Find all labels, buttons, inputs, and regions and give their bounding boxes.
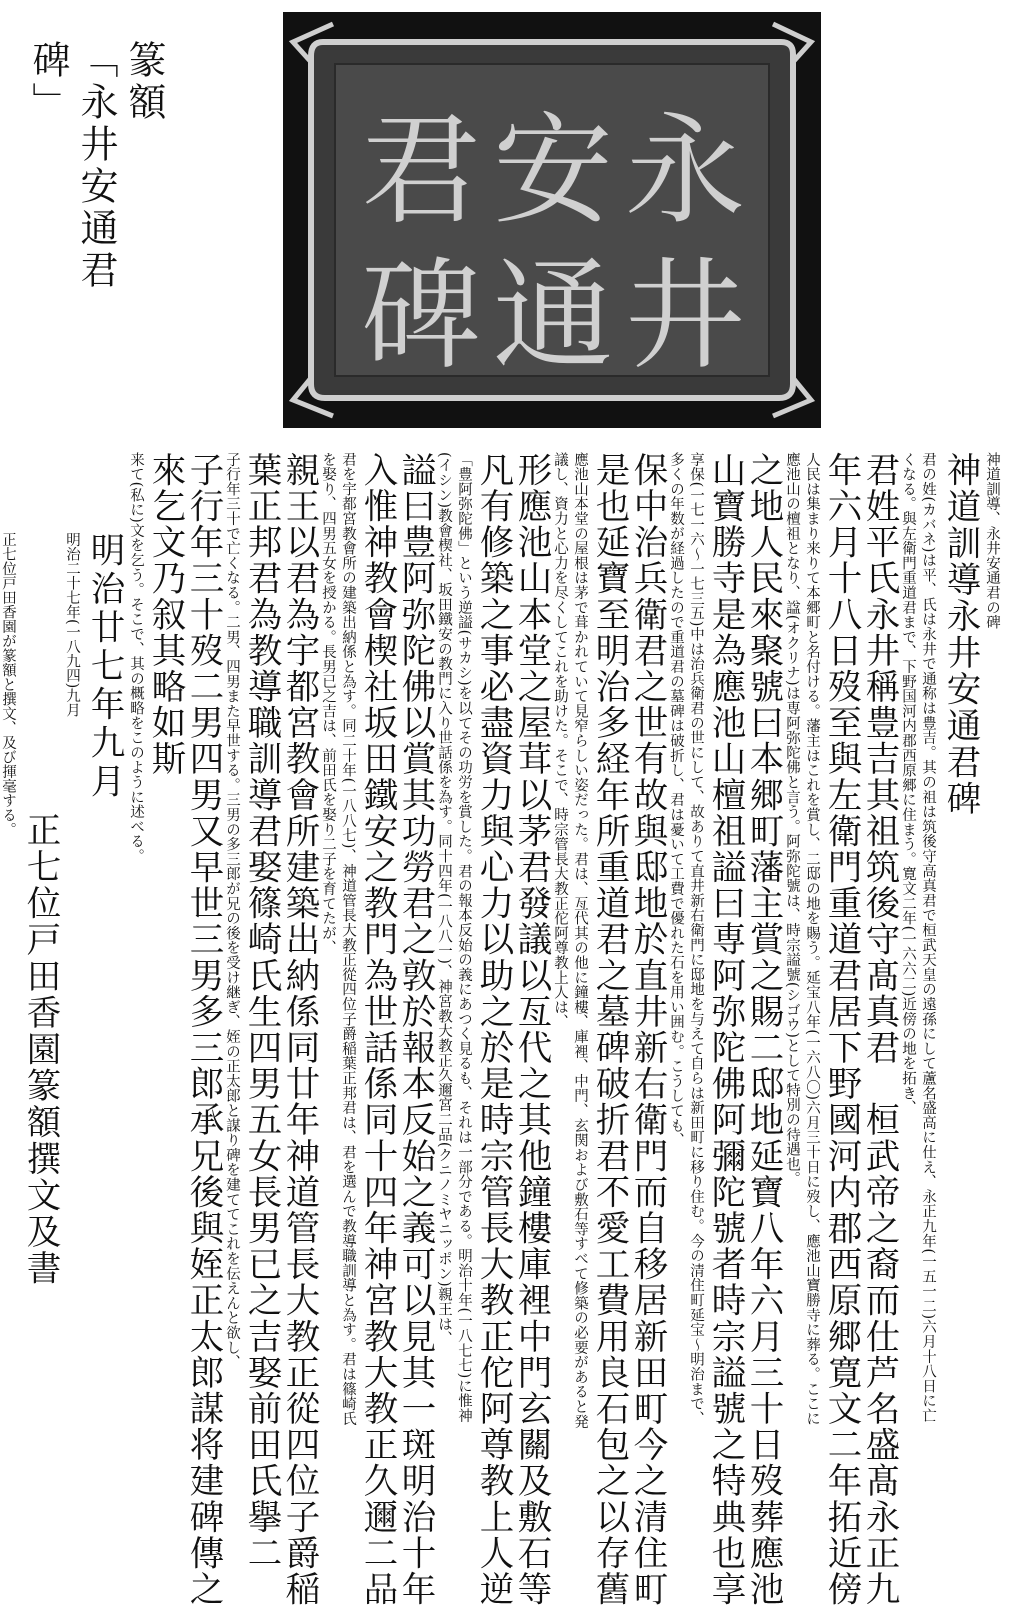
- seal-glyph-5: 君: [361, 102, 481, 241]
- translation-line: 子行年三十で亡くなる。二男、四男また早世する。三男の多三郎が兄の後を受け継ぎ、姪の正太郎と謀り碑を建ててこれを伝えんと欲し、: [224, 452, 240, 1370]
- inscription-line: 子行年三十歿二男四男又早世三男多三郎承兄後與姪正太郎謀将建碑傳之: [183, 452, 223, 1607]
- inscription-line: 形應池山本堂之屋茸以茅君發議以亙代之其他鐘樓庫裡中門玄關及敷石等: [511, 452, 551, 1607]
- inscription-line: 親王以君為宇都宮教會所建築出納係同廿年神道管長大教正從四位子爵稲: [279, 452, 319, 1607]
- inscription-line: 謚曰豊阿弥陀佛以賞其功勞君之敦於報本反始之義可以見其一斑明治十年: [395, 452, 435, 1607]
- inscription-line: 凡有修築之事必盡資力與心力以助之於是時宗管長大教正佗阿尊教上人逆: [473, 452, 513, 1607]
- seal-glyph-6: 碑: [361, 247, 481, 386]
- inscription-line: 神道訓導永井安通君碑: [940, 452, 980, 817]
- inscription-line: 保中治兵衛君之世有故與邸地於直井新右衛門而自移居新田町今之清住町: [627, 452, 667, 1607]
- translation-line: 来て(私に)文を乞う。そこで、其の概略をこのように述べる。: [128, 452, 144, 864]
- inscription-line: 入惟神教會楔社坂田鐵安之教門為世話係同十四年神宮教大教正久邇二品: [357, 452, 397, 1607]
- seal-caption: [26, 40, 168, 340]
- inscription-line: 君姓平氏永井稱豊吉其祖筑後守髙真君 桓武帝之裔而仕芦名盛髙永正九: [859, 452, 899, 1607]
- caption-label: 篆額: [122, 40, 166, 124]
- date-line: 明治廿七年九月: [84, 532, 124, 802]
- signature-line: 正七位戸田香園篆額撰文及書: [20, 812, 60, 1287]
- inscription-text-block: [0, 452, 1002, 1607]
- inscription-line: 是也延寶至明治多経年所重道君之墓碑破折君不愛工費用良石包之以存舊: [589, 452, 629, 1607]
- translation-line: 應池山本堂の屋根は茅で葺かれていて見窄らしい姿だった。君は、亙代其の他に鐘樓、庫裡、中門、玄関および敷石等すべて修築の必要があると発議し、資力と心力を尽くしてこれを助けた。そこで、時宗管長大教正佗阿尊教上人は、: [552, 452, 588, 1429]
- seal-glyph-3: 安: [493, 102, 613, 241]
- seal-rubbing-svg: [283, 12, 821, 428]
- translation-line: 享保(一七一六〜一七三五)中は治兵衛君の世にして、故ありて直井新右衛門に邸地を与えて自らは新田町に移り住む。今の清住町延宝〜明治まで、多くの年数が経過したので重道君の墓碑は破折し、君は憂いて工費で優れた石を用い囲む。こうしても、: [668, 452, 704, 1426]
- inscription-line: 葉正邦君為教導職訓導君娶篠崎氏生四男五女長男已之吉娶前田氏擧二: [241, 452, 281, 1572]
- inscription-line: 年六月十八日歿至與左衛門重道君居下野國河内郡西原郷寛文二年拓近傍: [821, 452, 861, 1607]
- annotation-line: 正七位戸田香園が篆額と撰文、及び揮毫する。: [0, 532, 16, 837]
- annotation-line: 明治二十七年(一八九四)九月: [64, 532, 80, 718]
- translation-line: 「豊阿弥陀佛」という逆謚(サカシ)を以てその功労を賞した。君の報本反始の義にあつく見るも、それは一部分である。明治十年(一八七七)に惟神(イシン)教會楔社、坂田鐵安の教門に入り世話係を為す。同十四年(一八八一)、神宮教大教正久邇宮二品(クニノミヤニッポン)親王は、: [436, 452, 472, 1424]
- inscription-line: 來乞文乃叙其略如斯: [145, 452, 185, 777]
- caption-title: 「永井安通君碑」: [26, 40, 118, 292]
- seal-rubbing-image: [283, 12, 821, 428]
- translation-line: 人民は集まり来りて本郷町と名付ける。藩主はこれを賞し、二邸の地を賜う。延宝八年(一六八〇)六月三十日に歿し、應池山寶勝寺に葬る。ここに應池山の檀祖となり、諡(オクリナ)は専阿弥陀佛と言う。阿弥陀號は、時宗謚號(シゴウ)として特別の待遇也。: [784, 452, 820, 1426]
- translation-line: 神道訓導、永井安通君の碑: [984, 452, 1000, 630]
- inscription-line: 山寶勝寺是為應池山檀祖謚曰専阿弥陀佛阿彌陀號者時宗謚號之特典也享: [705, 452, 745, 1607]
- seal-glyph-2: 井: [625, 247, 745, 386]
- translation-line: 君を宇都宮教會所の建築出納係と為す。同二十年(一八八七)、神道管長大教正從四位子爵稲葉正邦君は、君を選んで教導職訓導と為す。君は篠崎氏を娶り、四男五女を授かる。長男已之吉は、前田氏を娶り二子を育てたが、: [320, 452, 356, 1426]
- seal-glyph-4: 通: [493, 247, 613, 386]
- inscription-line: 之地人民來聚號曰本郷町藩主賞之賜二邸地延寶八年六月三十日歿葬應池: [743, 452, 783, 1607]
- seal-glyph-1: 永: [625, 102, 745, 241]
- translation-line: 君の姓(カバネ)は平、氏は永井で通称は豊吉。其の祖は筑後守高真君で桓武天皇の遠孫にして蘆名盛高に仕え、永正九年(一五一二)六月十八日に亡くなる。與左衛門重道君まで、下野国河内郡西原郷に住まう。寛文二年(一六六二)近傍の地を拓き、: [900, 452, 936, 1424]
